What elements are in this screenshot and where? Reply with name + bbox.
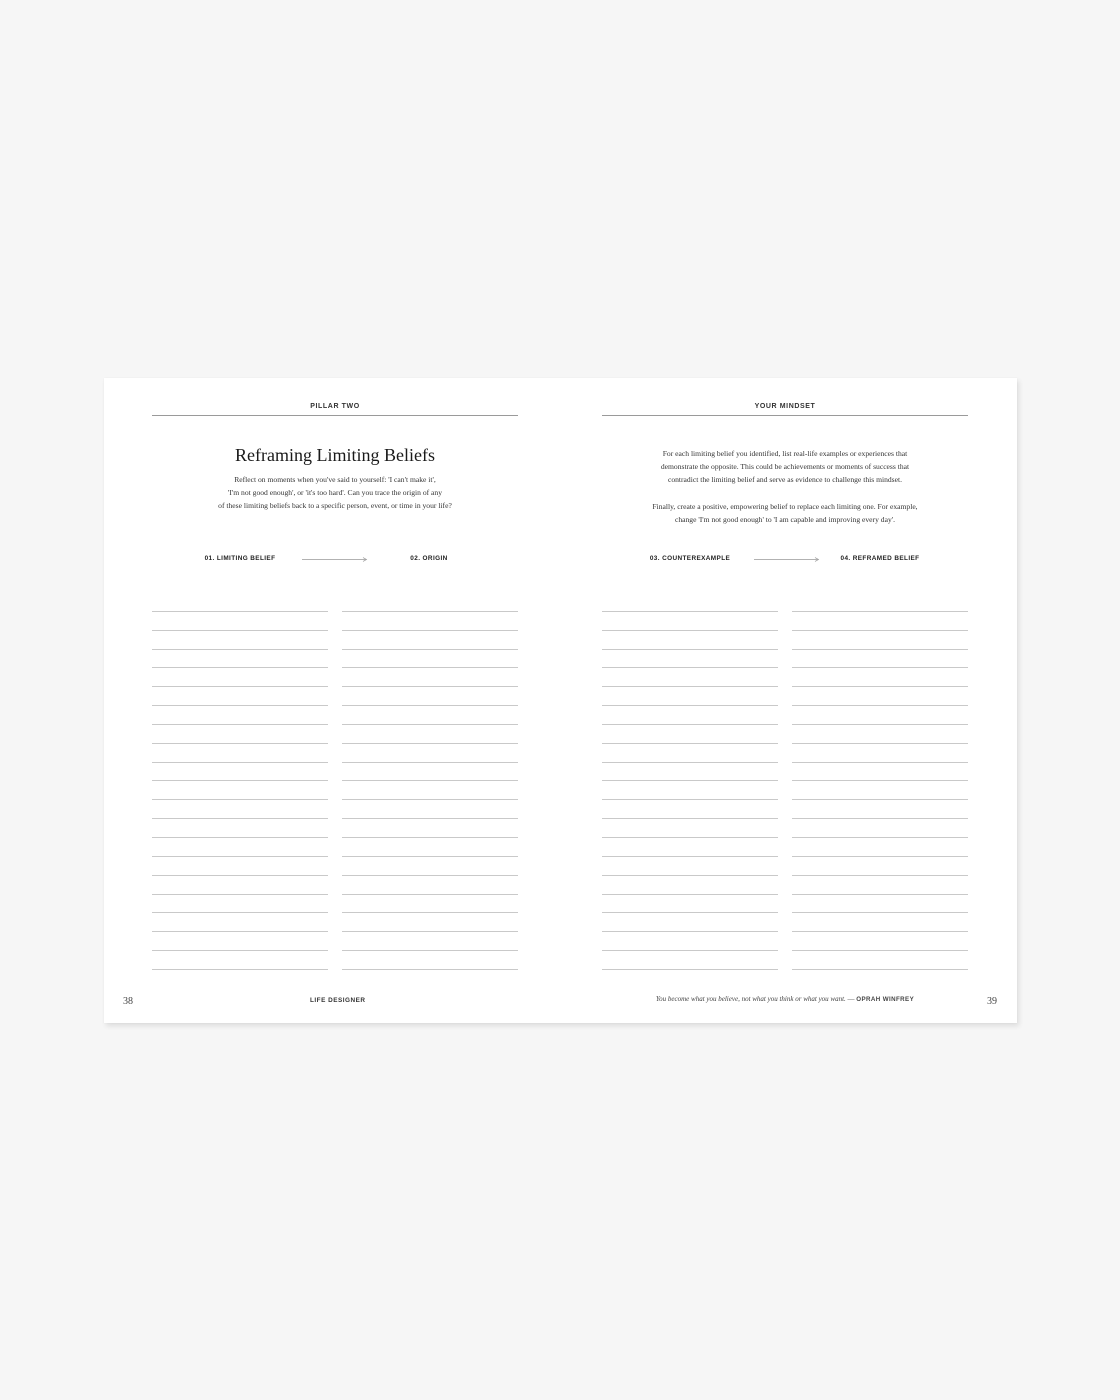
writing-line — [342, 932, 518, 951]
col-label-limiting-belief: 01. LIMITING BELIEF — [204, 555, 276, 562]
writing-line — [152, 706, 328, 725]
footer-book-title: LIFE DESIGNER — [310, 997, 366, 1004]
writing-line — [792, 744, 968, 763]
writing-line — [792, 612, 968, 631]
writing-line — [602, 913, 778, 932]
writing-line — [792, 876, 968, 895]
writing-line — [152, 687, 328, 706]
left-intro — [152, 473, 518, 513]
writing-line — [792, 913, 968, 932]
writing-line — [342, 631, 518, 650]
writing-line — [342, 725, 518, 744]
writing-line — [792, 857, 968, 876]
writing-line — [792, 895, 968, 914]
writing-line — [792, 706, 968, 725]
writing-line — [342, 819, 518, 838]
writing-line — [342, 781, 518, 800]
left-head-rule — [152, 415, 518, 416]
writing-line — [792, 725, 968, 744]
writing-line — [602, 876, 778, 895]
writing-line — [152, 593, 328, 612]
writing-line — [342, 687, 518, 706]
writing-line — [602, 838, 778, 857]
writing-line — [602, 612, 778, 631]
right-paragraph-1 — [602, 447, 968, 487]
writing-line — [152, 876, 328, 895]
writing-line — [792, 763, 968, 782]
writing-line — [792, 668, 968, 687]
quote-author: OPRAH WINFREY — [856, 996, 915, 1003]
writing-line — [342, 612, 518, 631]
writing-line — [792, 593, 968, 612]
writing-line — [602, 932, 778, 951]
right-arrow-icon — [302, 557, 368, 562]
right-arrow-icon — [754, 557, 820, 562]
writing-line — [792, 838, 968, 857]
writing-line — [342, 706, 518, 725]
writing-line — [152, 838, 328, 857]
writing-line — [342, 593, 518, 612]
writing-line — [152, 932, 328, 951]
right-head-rule — [602, 415, 968, 416]
intro-line: of these limiting beliefs back to a specific person, event, or time in your life? — [218, 501, 452, 511]
writing-line — [152, 781, 328, 800]
writing-line — [602, 800, 778, 819]
writing-line — [602, 763, 778, 782]
writing-line — [602, 819, 778, 838]
writing-line — [792, 932, 968, 951]
writing-line — [792, 951, 968, 970]
writing-line — [342, 650, 518, 669]
writing-line — [152, 951, 328, 970]
col-label-counterexample: 03. COUNTEREXAMPLE — [649, 555, 731, 562]
right-running-head: YOUR MINDSET — [754, 403, 816, 410]
writing-line — [792, 819, 968, 838]
writing-line — [602, 687, 778, 706]
writing-line — [792, 650, 968, 669]
writing-line — [342, 913, 518, 932]
writing-line — [152, 612, 328, 631]
writing-line — [342, 876, 518, 895]
writing-line — [602, 668, 778, 687]
writing-lines-reframed-belief — [792, 593, 968, 970]
paragraph-line: demonstrate the opposite. This could be achievements or moments of success that — [660, 462, 910, 472]
writing-line — [342, 895, 518, 914]
writing-line — [602, 857, 778, 876]
page-title: Reframing Limiting Beliefs — [235, 445, 435, 465]
writing-line — [152, 800, 328, 819]
page-number-right: 39 — [987, 996, 997, 1007]
writing-line — [602, 725, 778, 744]
writing-lines-limiting-belief — [152, 593, 328, 970]
writing-line — [152, 763, 328, 782]
quote-text: You become what you believe, not what you think or what you want. — [655, 995, 846, 1003]
paragraph-line: For each limiting belief you identified, list real-life examples or experiences that — [662, 449, 908, 458]
right-paragraph-2 — [602, 500, 968, 526]
writing-line — [792, 781, 968, 800]
writing-line — [152, 631, 328, 650]
writing-line — [152, 725, 328, 744]
col-label-reframed-belief: 04. REFRAMED BELIEF — [840, 555, 920, 562]
writing-line — [152, 650, 328, 669]
paragraph-line: Finally, create a positive, empowering belief to replace each limiting one. For example, — [652, 502, 918, 511]
writing-line — [342, 838, 518, 857]
writing-line — [152, 895, 328, 914]
writing-line — [602, 706, 778, 725]
writing-line — [342, 951, 518, 970]
writing-line — [152, 857, 328, 876]
intro-line: 'I'm not good enough', or 'it's too hard'. Can you trace the origin of any — [227, 488, 443, 498]
intro-line: Reflect on moments when you've said to yourself: 'I can't make it', — [234, 475, 436, 484]
col-label-origin: 02. ORIGIN — [410, 555, 448, 562]
writing-line — [602, 895, 778, 914]
footer-quote — [602, 995, 968, 1003]
page-number-left: 38 — [123, 996, 133, 1007]
writing-line — [602, 744, 778, 763]
writing-line — [342, 744, 518, 763]
writing-lines-counterexample — [602, 593, 778, 970]
writing-line — [602, 781, 778, 800]
writing-line — [792, 800, 968, 819]
paragraph-line: contradict the limiting belief and serve as evidence to challenge this mindset. — [667, 475, 903, 485]
left-running-head: PILLAR TWO — [310, 403, 360, 410]
writing-lines-origin — [342, 593, 518, 970]
writing-line — [602, 593, 778, 612]
writing-line — [342, 763, 518, 782]
paragraph-line: change 'I'm not good enough' to 'I am capable and improving every day'. — [674, 515, 896, 525]
writing-line — [342, 800, 518, 819]
writing-line — [792, 631, 968, 650]
writing-line — [342, 857, 518, 876]
writing-line — [152, 913, 328, 932]
writing-line — [792, 687, 968, 706]
writing-line — [602, 650, 778, 669]
book-spread — [104, 378, 1017, 1023]
writing-line — [152, 744, 328, 763]
quote-dash: — — [845, 995, 857, 1003]
writing-line — [152, 819, 328, 838]
writing-line — [602, 631, 778, 650]
writing-line — [602, 951, 778, 970]
writing-line — [342, 668, 518, 687]
writing-line — [152, 668, 328, 687]
